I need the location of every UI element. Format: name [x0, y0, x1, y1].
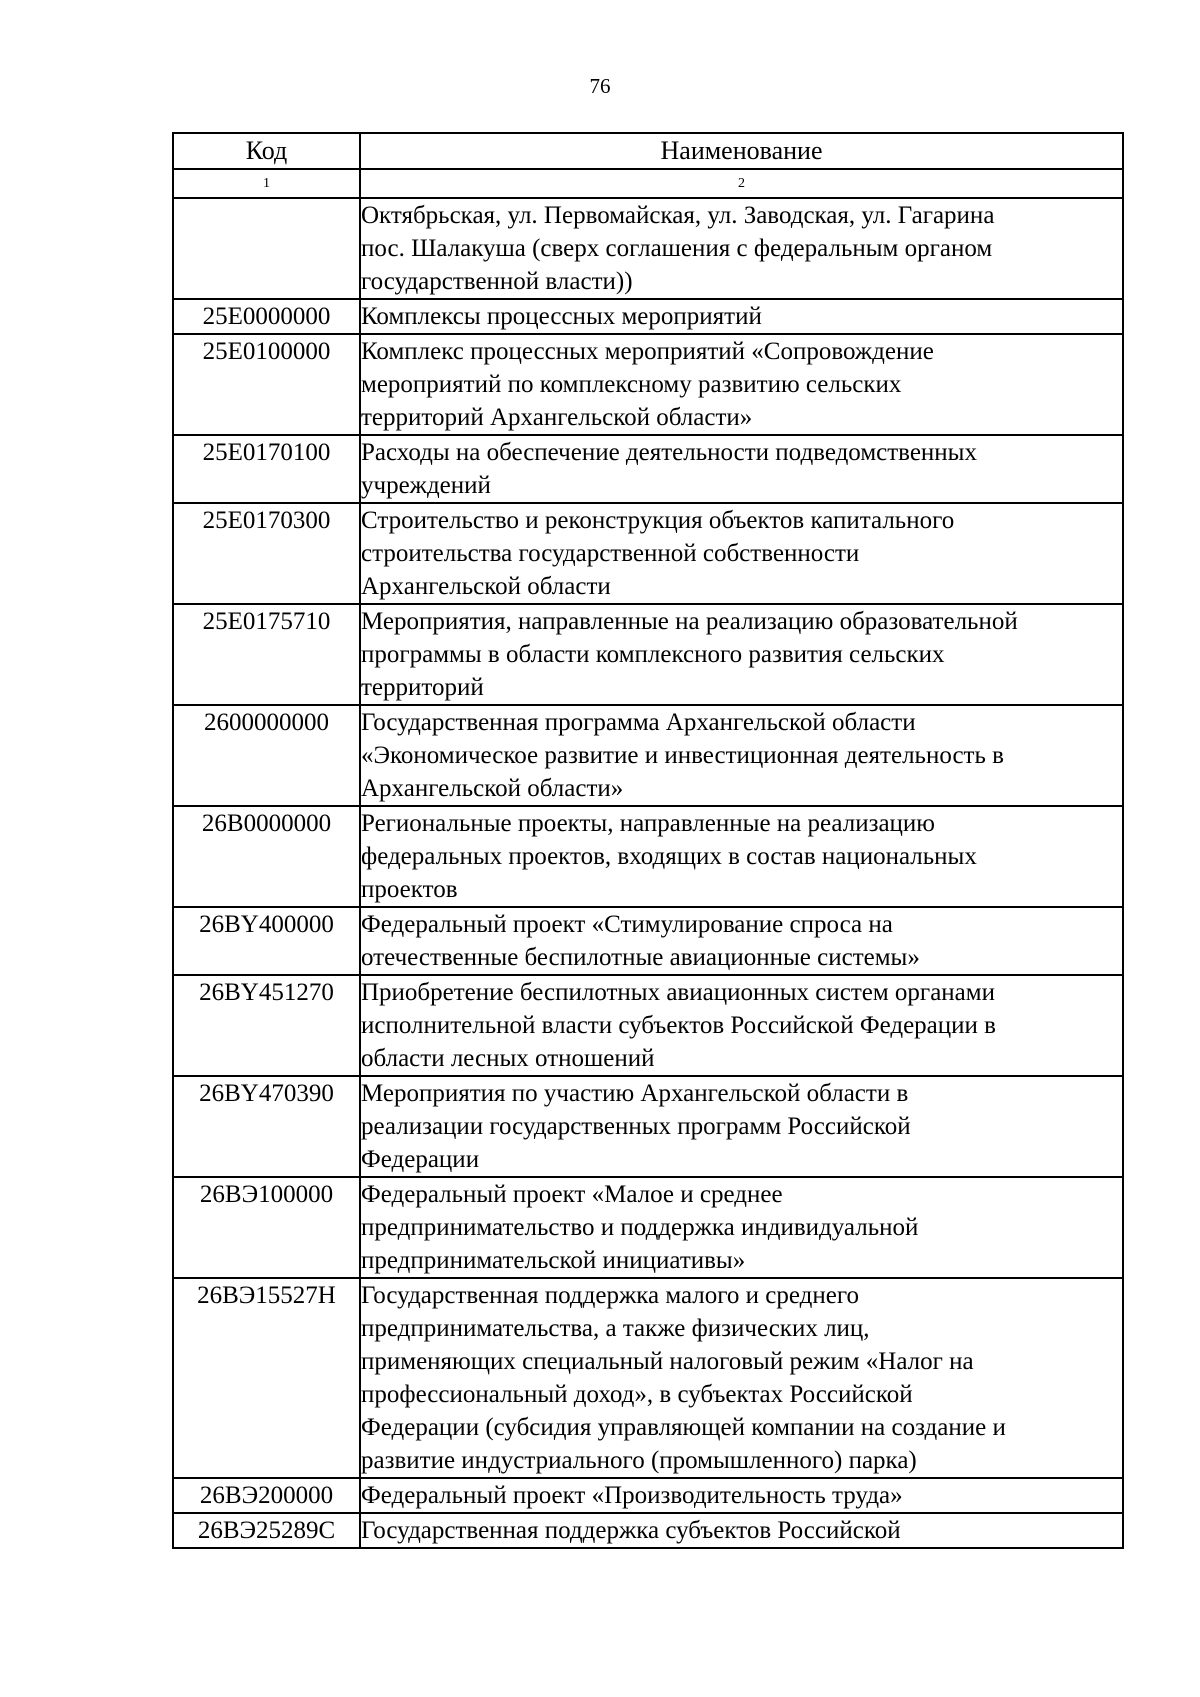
row-code: 25Е0100000: [173, 334, 360, 435]
row-code: 26ВY451270: [173, 975, 360, 1076]
row-name: [360, 1478, 1123, 1513]
row-code: [173, 198, 360, 299]
table-row: [173, 907, 1123, 975]
row-name-line: федеральных проектов, входящих в состав национальных: [361, 843, 977, 870]
row-name: [360, 1076, 1123, 1177]
row-name: [360, 705, 1123, 806]
row-name-line: строительства государственной собственности: [361, 540, 860, 567]
table-row: [173, 334, 1123, 435]
row-name: [360, 299, 1123, 334]
row-name-line: применяющих специальный налоговый режим «Налог на: [361, 1348, 974, 1375]
row-name-line: Архангельской области»: [361, 775, 624, 802]
row-name-line: реализации государственных программ Российской: [361, 1113, 911, 1140]
page-number: 76: [589, 74, 611, 98]
row-code: 26В0000000: [173, 806, 360, 907]
table-row: [173, 705, 1123, 806]
row-name-line: учреждений: [361, 472, 491, 499]
row-name-line: Федеральный проект «Стимулирование спроса на: [361, 911, 893, 938]
row-name-line: Приобретение беспилотных авиационных систем органами: [361, 979, 995, 1006]
row-name-line: территорий: [361, 674, 484, 701]
row-name: [360, 1177, 1123, 1278]
row-name-line: Федерации: [361, 1146, 480, 1173]
row-name-line: области лесных отношений: [361, 1045, 655, 1072]
table-row: [173, 604, 1123, 705]
row-code: 26ВY400000: [173, 907, 360, 975]
row-name-line: Архангельской области: [361, 573, 611, 600]
row-name: [360, 198, 1123, 299]
row-name-line: Региональные проекты, направленные на реализацию: [361, 810, 935, 837]
table-row: [173, 1076, 1123, 1177]
row-name-line: Федерации (субсидия управляющей компании на создание и: [361, 1414, 1006, 1441]
row-code: 26ВЭ25289С: [173, 1513, 360, 1548]
table-row: [173, 503, 1123, 604]
row-name-line: Федеральный проект «Производительность труда»: [361, 1482, 903, 1509]
row-name: [360, 975, 1123, 1076]
row-name-line: отечественные беспилотные авиационные системы»: [361, 944, 920, 971]
table-row: [173, 1513, 1123, 1548]
row-name-line: предпринимательство и поддержка индивидуальной: [361, 1214, 919, 1241]
row-name-line: проектов: [361, 876, 458, 903]
column-number-2: 2: [360, 169, 1123, 198]
row-name: [360, 806, 1123, 907]
row-name-line: Государственная поддержка малого и среднего: [361, 1282, 859, 1309]
table-row: [173, 1278, 1123, 1478]
table-row: [173, 435, 1123, 503]
row-name-line: Государственная поддержка субъектов Российской: [361, 1517, 901, 1544]
row-name-line: «Экономическое развитие и инвестиционная деятельность в: [361, 742, 1004, 769]
row-name-line: программы в области комплексного развития сельских: [361, 641, 945, 668]
row-name-line: Федеральный проект «Малое и среднее: [361, 1181, 783, 1208]
row-name-line: предпринимательства, а также физических лиц,: [361, 1315, 870, 1342]
row-code: 25Е0170100: [173, 435, 360, 503]
row-code: 26ВY470390: [173, 1076, 360, 1177]
row-name-line: развитие индустриального (промышленного) парка): [361, 1447, 917, 1474]
row-name: [360, 435, 1123, 503]
row-name-line: Мероприятия по участию Архангельской области в: [361, 1080, 909, 1107]
row-code: 26ВЭ15527Н: [173, 1278, 360, 1478]
row-code: 26ВЭ100000: [173, 1177, 360, 1278]
row-name-line: Комплекс процессных мероприятий «Сопровождение: [361, 338, 934, 365]
table-row: [173, 1478, 1123, 1513]
table-row: [173, 198, 1123, 299]
header-code: Код: [173, 133, 360, 169]
column-number-row: [173, 169, 1123, 198]
row-name-line: государственной власти)): [361, 268, 633, 295]
row-code: 25Е0170300: [173, 503, 360, 604]
row-name-line: предпринимательской инициативы»: [361, 1247, 746, 1274]
row-name-line: Расходы на обеспечение деятельности подведомственных: [361, 439, 977, 466]
row-name-line: Государственная программа Архангельской области: [361, 709, 916, 736]
table-row: [173, 975, 1123, 1076]
row-name-line: исполнительной власти субъектов Российской Федерации в: [361, 1012, 996, 1039]
table-row: [173, 1177, 1123, 1278]
row-code: 25Е0000000: [173, 299, 360, 334]
column-number-1: 1: [173, 169, 360, 198]
table-header-row: [173, 133, 1123, 169]
row-name: [360, 1513, 1123, 1548]
row-code: 26ВЭ200000: [173, 1478, 360, 1513]
row-name: [360, 503, 1123, 604]
row-name-line: Строительство и реконструкция объектов капитального: [361, 507, 955, 534]
table-row: [173, 299, 1123, 334]
row-code: 25Е0175710: [173, 604, 360, 705]
header-name: Наименование: [360, 133, 1123, 169]
row-code: 2600000000: [173, 705, 360, 806]
row-name-line: Комплексы процессных мероприятий: [361, 303, 762, 330]
row-name-line: пос. Шалакуша (сверх соглашения с федеральным органом: [361, 235, 993, 262]
row-name-line: профессиональный доход», в субъектах Российской: [361, 1381, 913, 1408]
row-name-line: мероприятий по комплексному развитию сельских: [361, 371, 902, 398]
table-row: [173, 806, 1123, 907]
row-name-line: Октябрьская, ул. Первомайская, ул. Заводская, ул. Гагарина: [361, 202, 995, 229]
row-name: [360, 1278, 1123, 1478]
budget-code-table: [172, 132, 1124, 1549]
row-name: [360, 907, 1123, 975]
row-name: [360, 334, 1123, 435]
row-name-line: Мероприятия, направленные на реализацию образовательной: [361, 608, 1018, 635]
row-name-line: территорий Архангельской области»: [361, 404, 753, 431]
row-name: [360, 604, 1123, 705]
